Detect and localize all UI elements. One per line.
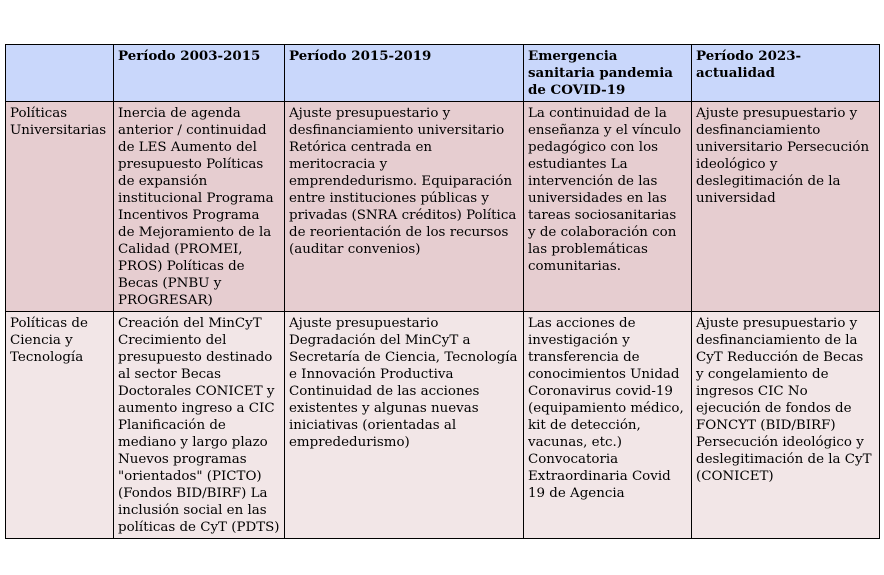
header-covid-emergency: Emergencia sanitaria pandemia de COVID-19 — [524, 45, 692, 102]
row-label-science-technology-policies: Políticas de Ciencia y Tecnología — [6, 312, 114, 539]
table-row-university-policies — [6, 102, 880, 312]
header-period-2015-2019: Período 2015-2019 — [285, 45, 524, 102]
header-period-2023-present: Período 2023-actualidad — [692, 45, 880, 102]
header-empty-cell — [6, 45, 114, 102]
table-row-science-technology-policies — [6, 312, 880, 539]
cell-university-covid: La continuidad de la enseñanza y el vínculo pedagógico con los estudiantes La intervención de las universidades en las tareas sociosanitarias y de colaboración con las problemáticas comunitarias. — [524, 102, 692, 312]
cell-science-2015-2019: Ajuste presupuestario Degradación del MinCyT a Secretaría de Ciencia, Tecnología e Innovación Productiva Continuidad de las acciones existentes y algunas nuevas iniciativas (orientadas al emprededurismo) — [285, 312, 524, 539]
cell-university-2003-2015: Inercia de agenda anterior / continuidad de LES Aumento del presupuesto Políticas de expansión institucional Programa Incentivos Programa de Mejoramiento de la Calidad (PROMEI, PROS) Políticas de Becas (PNBU y PROGRESAR) — [114, 102, 285, 312]
cell-university-2023-present: Ajuste presupuestario y desfinanciamiento universitario Persecución ideológico y deslegitimación de la universidad — [692, 102, 880, 312]
cell-university-2015-2019: Ajuste presupuestario y desfinanciamiento universitario Retórica centrada en meritocracia y emprendedurismo. Equiparación entre instituciones públicas y privadas (SNRA créditos) Política de reorientación de los recursos (auditar convenios) — [285, 102, 524, 312]
header-period-2003-2015: Período 2003-2015 — [114, 45, 285, 102]
row-label-university-policies: Políticas Universitarias — [6, 102, 114, 312]
cell-science-2023-present: Ajuste presupuestario y desfinanciamiento de la CyT Reducción de Becas y congelamiento de ingresos CIC No ejecución de fondos de FONCYT (BID/BIRF) Persecución ideológico y deslegitimación de la CyT (CONICET) — [692, 312, 880, 539]
cell-science-2003-2015: Creación del MinCyT Crecimiento del presupuesto destinado al sector Becas Doctorales CONICET y aumento ingreso a CIC Planificación de mediano y largo plazo Nuevos programas "orientados" (PICTO) (Fondos BID/BIRF) La inclusión social en las políticas de CyT (PDTS) — [114, 312, 285, 539]
cell-science-covid: Las acciones de investigación y transferencia de conocimientos Unidad Coronavirus covid-19 (equipamiento médico, kit de detección, vacunas, etc.) Convocatoria Extraordinaria Covid 19 de Agencia — [524, 312, 692, 539]
table-header-row — [6, 45, 880, 102]
policy-comparison-table — [5, 44, 880, 539]
